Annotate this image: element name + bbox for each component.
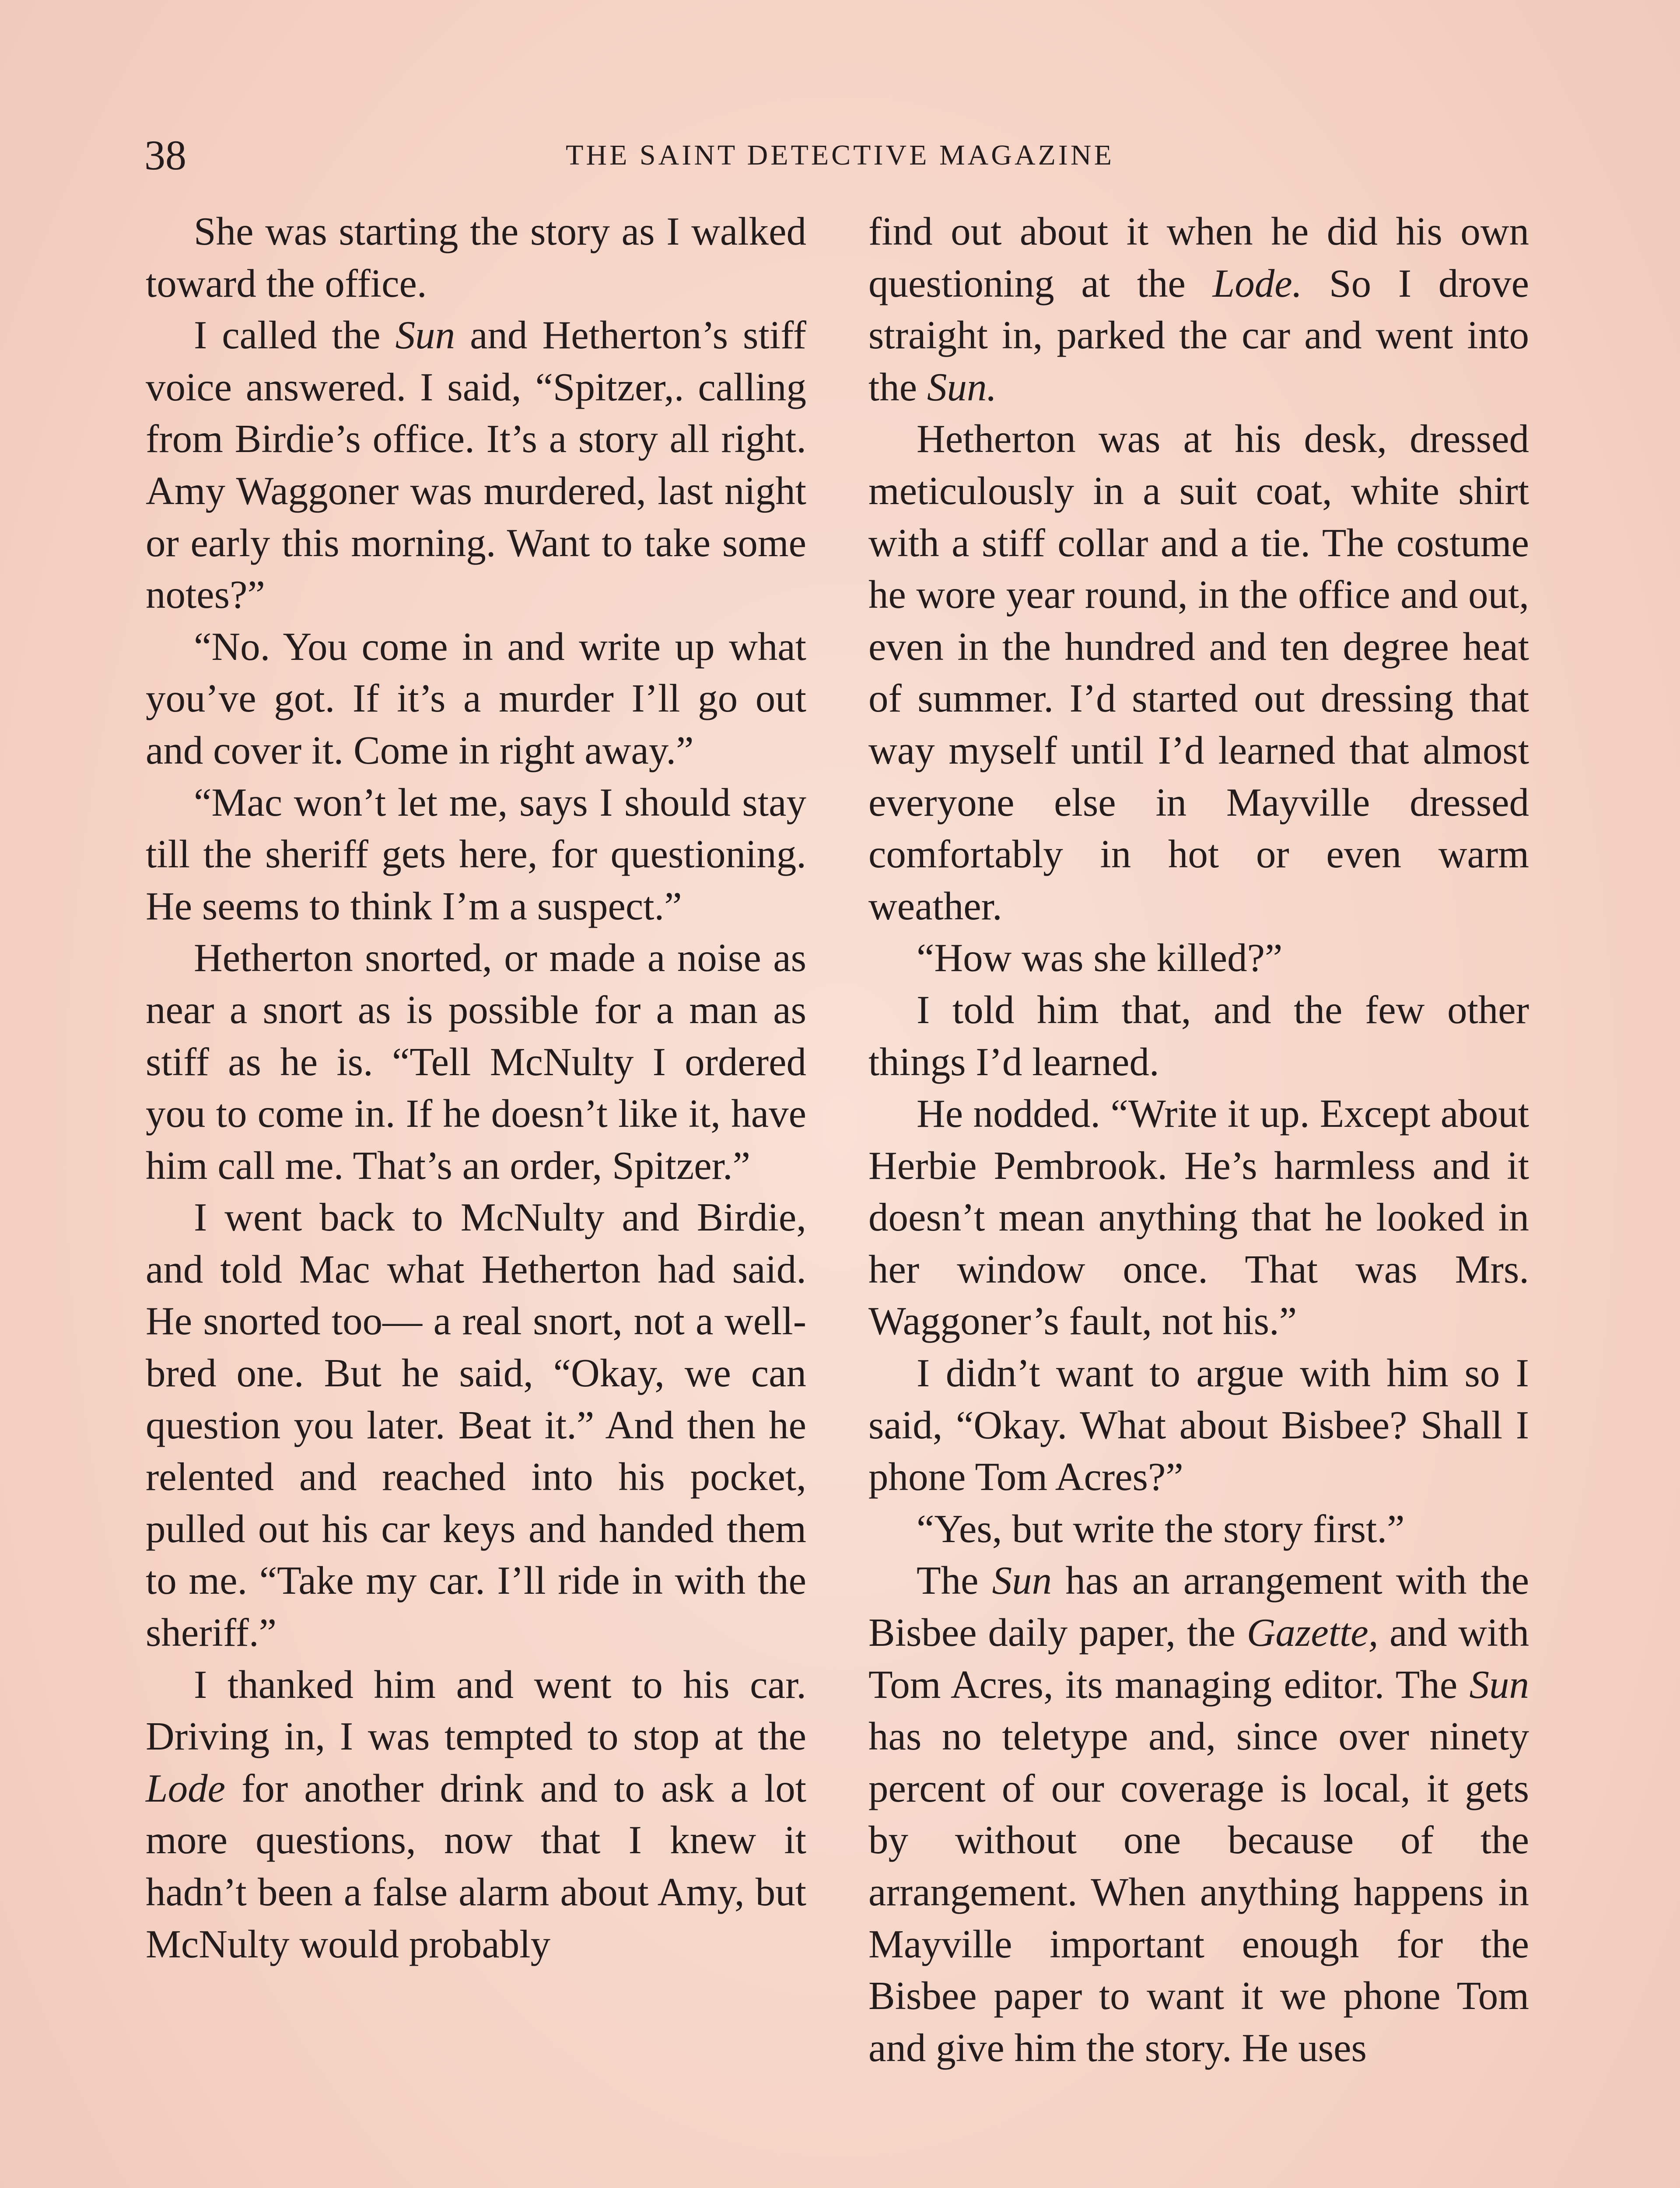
text-run: I thanked him and went to his car. Driving in, I was tempted to stop at the (146, 1662, 806, 1759)
italic-text: Lode (146, 1766, 225, 1810)
paragraph (868, 1555, 1529, 2074)
paragraph: “Yes, but write the story first.” (917, 1506, 1405, 1551)
text-run: I called the (194, 313, 396, 358)
paragraph: “Mac won’t let me, says I should stay till the sheriff gets here, for questioning. He seems to think I’m a suspect.” (146, 780, 806, 928)
text-run: has no teletype and, since over ninety percent of our coverage is local, it gets by without one because of the arrangement. When anything happens in Mayville important enough for the Bisbee paper to want it we phone Tom and give him the story. He uses (868, 1714, 1529, 2070)
text-run: and Hetherton’s stiff voice answered. I said, “Spitzer,. calling from Birdie’s office. It’s a story all right. Amy Waggoner was murdered, last night or early this morning. Want to take some notes?” (146, 313, 806, 617)
text-run: has an arrangement with the Bisbee daily paper, the (868, 1558, 1529, 1655)
text-run: find out about it when he did his own questioning at the (868, 209, 1529, 305)
paragraph (146, 1659, 806, 1971)
paragraph: I didn’t want to argue with him so I said, “Okay. What about Bisbee? Shall I phone Tom Acres?” (868, 1351, 1529, 1499)
italic-text: Sun (395, 313, 455, 358)
left-column (146, 206, 806, 1970)
italic-text: Sun (1469, 1662, 1529, 1707)
paragraph: “No. You come in and write up what you’ve got. If it’s a murder I’ll go out and cover it. Come in right away.” (146, 624, 806, 772)
text-run: The (917, 1558, 992, 1603)
paragraph (868, 206, 1529, 413)
paragraph: She was starting the story as I walked toward the office. (146, 209, 806, 305)
paragraph: I went back to McNulty and Birdie, and told Mac what Hetherton had said. He snorted too— a real snort, not a well-bred one. But he said, “Okay, we can question you later. Beat it.” And then he relented and reached into his pocket, pulled out his car keys and handed them to me. “Take my car. I’ll ride in with the sheriff.” (146, 1195, 806, 1655)
italic-text: Sun (992, 1558, 1052, 1603)
page-number: 38 (144, 132, 186, 179)
page-header (0, 131, 1680, 179)
paragraph: I told him that, and the few other things I’d learned. (868, 987, 1529, 1084)
paragraph: He nodded. “Write it up. Except about Herbie Pembrook. He’s harmless and it doesn’t mean anything that he looked in her window once. That was Mrs. Waggoner’s fault, not his.” (868, 1091, 1529, 1343)
italic-text: Gazette, (1246, 1610, 1379, 1655)
paragraph: “How was she killed?” (917, 936, 1283, 980)
italic-text: Lode. (1212, 261, 1302, 305)
italic-text: Sun. (927, 365, 997, 409)
text-run: So I drove straight in, parked the car and went into the (868, 261, 1530, 409)
right-column (868, 206, 1529, 2074)
text-run: for another drink and to ask a lot more questions, now that I knew it hadn’t been a false alarm about Amy, but McNulty would probably (146, 1766, 806, 1966)
text-run: and with Tom Acres, its managing editor. The (868, 1610, 1529, 1707)
paragraph: Hetherton was at his desk, dressed meticulously in a suit coat, white shirt with a stiff collar and a tie. The costume he wore year round, in the office and out, even in the hundred and ten degree heat of summer. I’d started out dressing that way myself until I’d learned that almost everyone else in Mayville dressed comfortably in hot or even warm weather. (868, 417, 1529, 928)
paragraph: Hetherton snorted, or made a noise as near a snort as is possible for a man as stiff as he is. “Tell McNulty I ordered you to come in. If he doesn’t like it, have him call me. That’s an order, Spitzer.” (146, 936, 806, 1188)
paragraph (146, 309, 806, 621)
running-head: THE SAINT DETECTIVE MAGAZINE (566, 139, 1114, 171)
